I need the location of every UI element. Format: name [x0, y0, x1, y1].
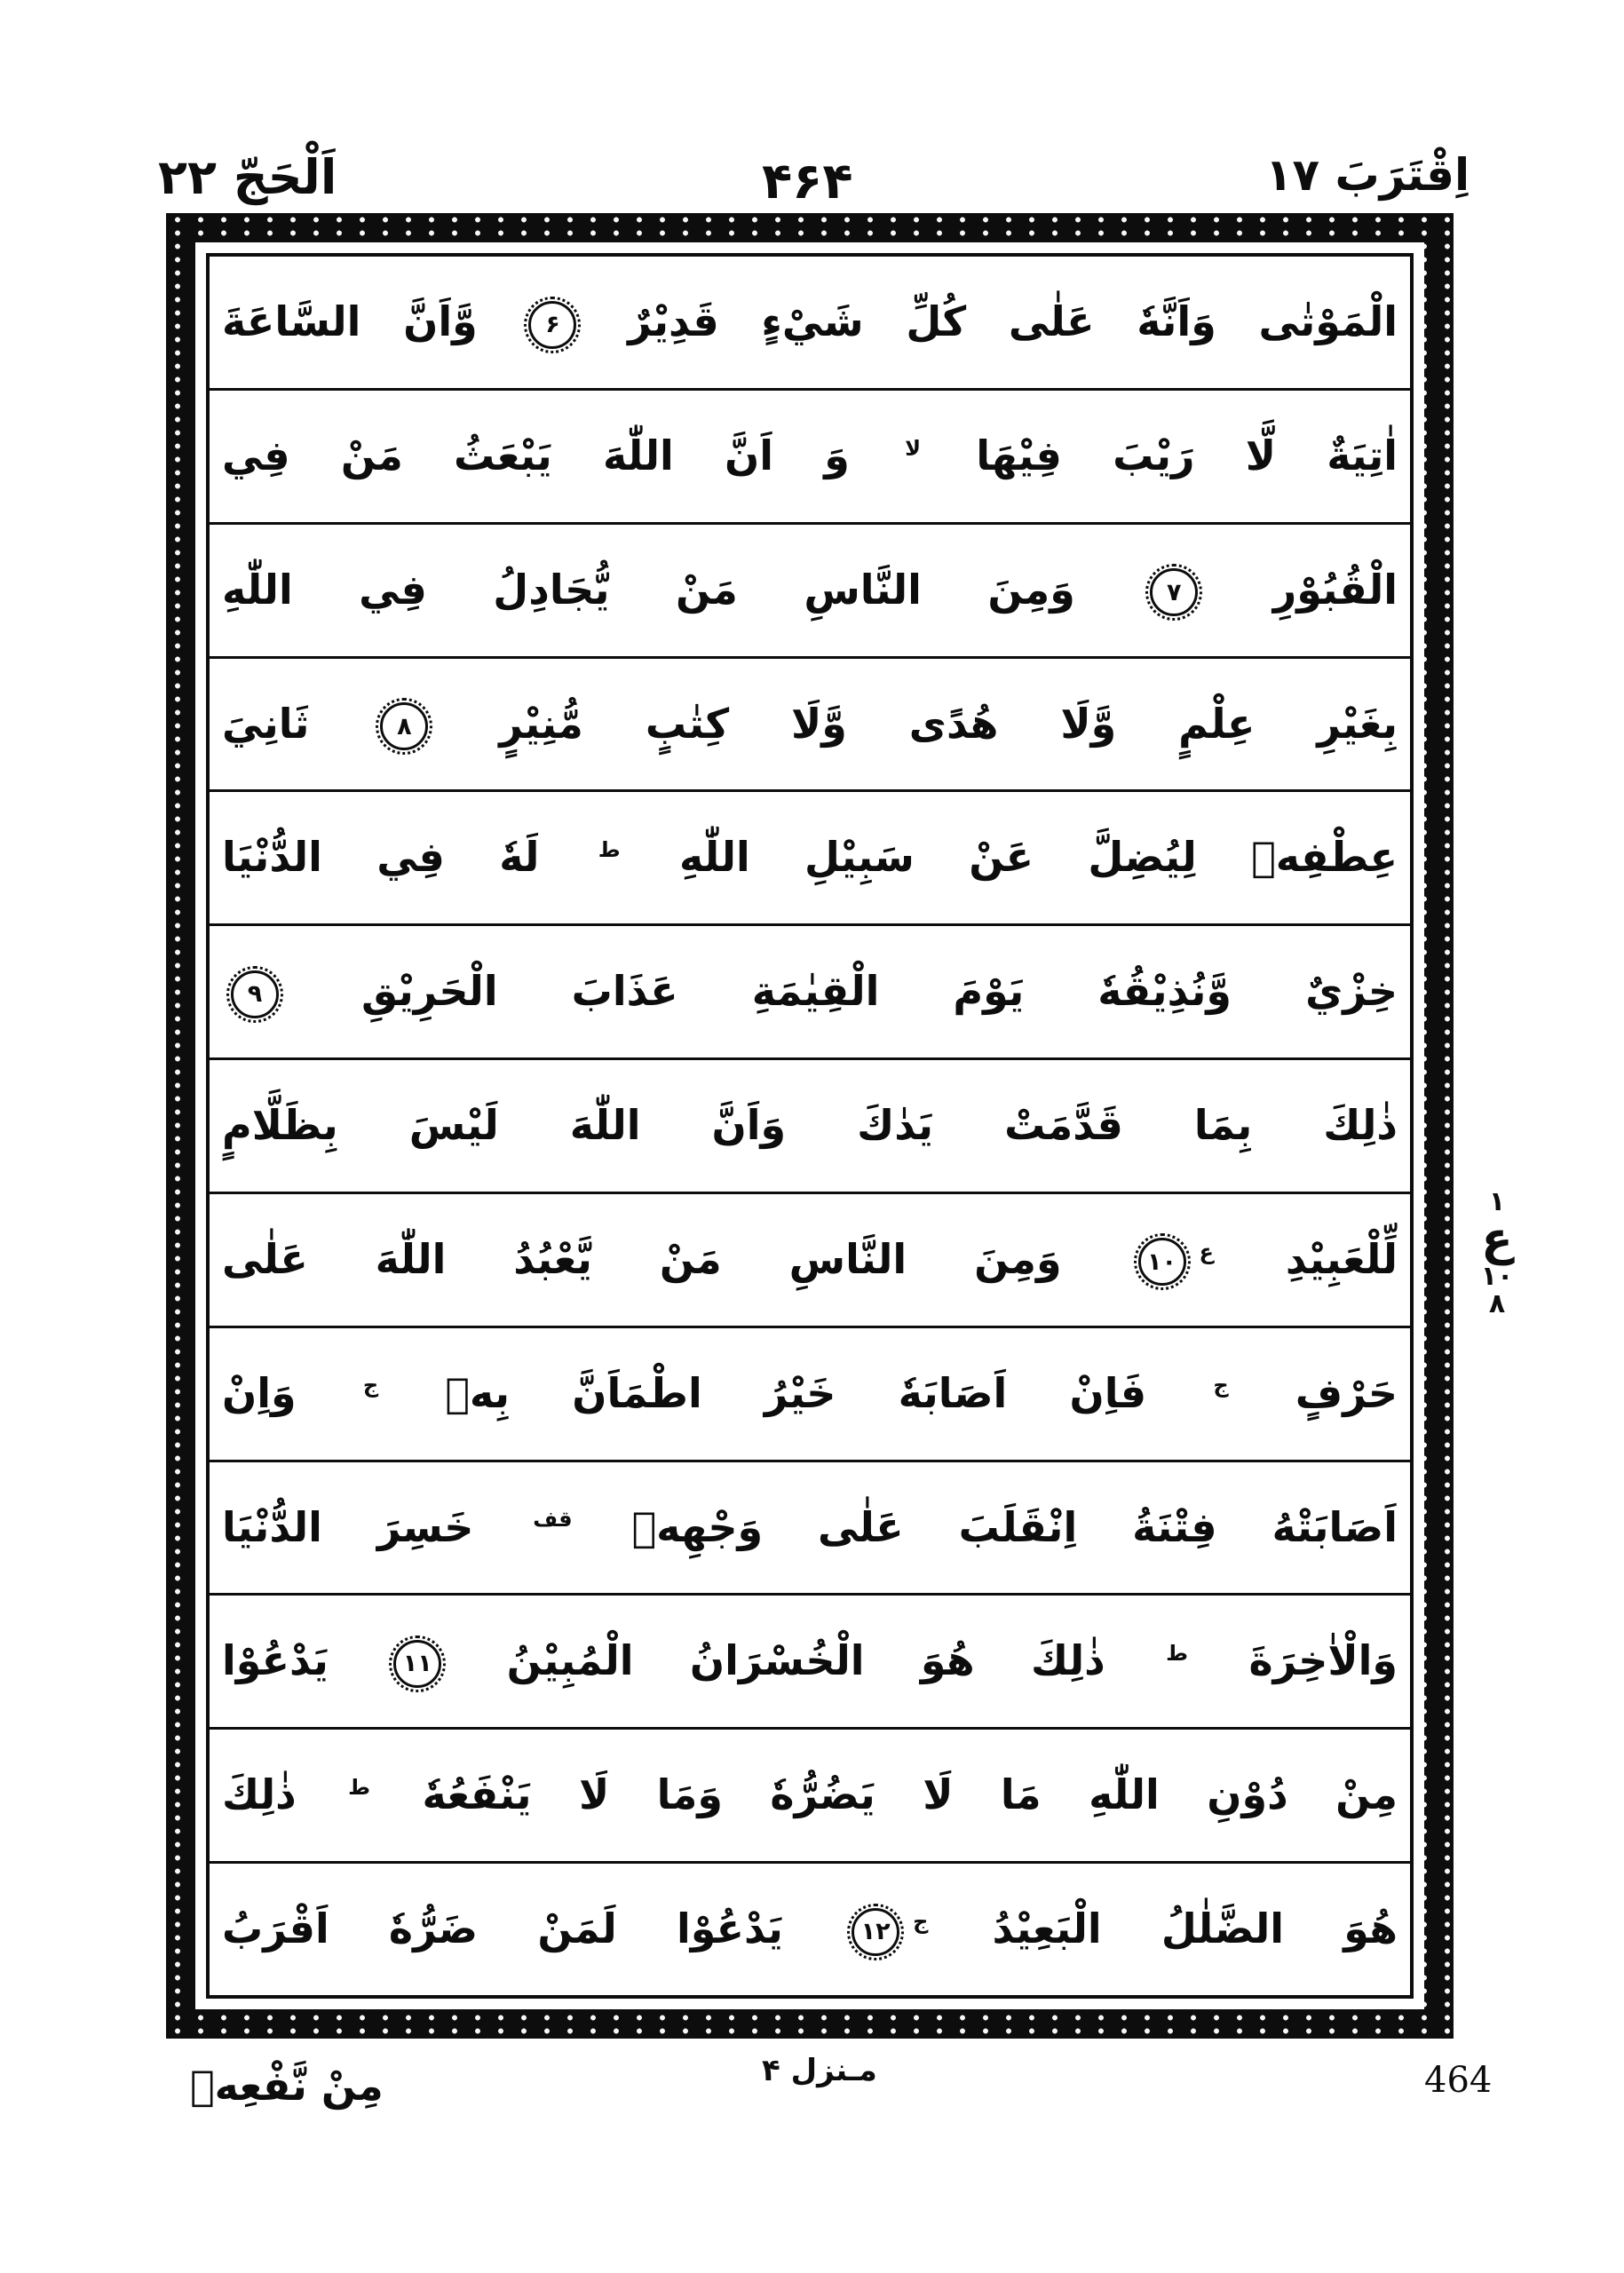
surah-name-header: اَلْحَجّ ۲۲	[158, 149, 337, 205]
page-number-latin: 464	[1424, 2060, 1493, 2101]
ruku-margin-marker	[1463, 1188, 1531, 1319]
waqf-mark: ع	[1199, 1239, 1214, 1264]
quran-text-segment: اَصَابَتْهُ فِتْنَةُ اِنْقَلَبَ عَلٰى وَجْهِهٖ	[576, 1502, 1398, 1551]
verse-end-marker: ۹	[231, 970, 279, 1018]
quran-text-segment: خِزْيٌ وَّنُذِيْقُهٗ يَوْمَ الْقِيٰمَةِ عَذَابَ الْحَرِيْقِ	[288, 967, 1398, 1016]
verse-end-marker: ۱۲	[852, 1908, 899, 1956]
waqf-mark: ج	[362, 1373, 379, 1398]
quran-text-segment: اٰتِيَةٌ لَّا رَيْبَ فِيْهَا	[925, 431, 1398, 479]
quran-text-segment: وَ اَنَّ اللّٰهَ يَبْعَثُ مَنْ فِي	[222, 431, 901, 479]
quran-lines	[206, 253, 1414, 1999]
waqf-mark: ج	[1213, 1373, 1229, 1398]
quran-text-segment: حَرْفٍ	[1232, 1368, 1398, 1417]
quran-line	[210, 525, 1410, 659]
ruku-ain-symbol: ع	[1481, 1212, 1513, 1266]
quran-text-segment: وَاِنْ	[222, 1368, 359, 1417]
quran-text-segment: لِّلْعَبِيْدِ	[1217, 1234, 1398, 1283]
quran-text-segment: وَّاَنَّ السَّاعَةَ	[222, 297, 520, 345]
border-lace-band	[166, 213, 1454, 2039]
quran-text-segment: عِطْفِهٖ لِيُضِلَّ عَنْ سَبِيْلِ اللّٰهِ	[624, 833, 1398, 882]
manzil-label: مـنزل ۴	[762, 2053, 877, 2088]
quran-text-segment: ثَانِيَ	[222, 699, 372, 748]
quran-line	[210, 257, 1410, 391]
quran-text-segment: الْمَوْتٰى وَاَنَّهٗ عَلٰى كُلِّ شَيْءٍ قَدِيْرٌ	[585, 297, 1398, 345]
quran-line	[210, 391, 1410, 525]
quran-text-segment: هُوَ الضَّلٰلُ الْبَعِيْدُ	[932, 1905, 1398, 1953]
quran-text-segment: وَمِنَ النَّاسِ مَنْ يُّجَادِلُ فِي اللّٰهِ	[222, 565, 1142, 614]
waqf-mark: ط	[598, 837, 621, 863]
waqf-mark: ط	[348, 1774, 371, 1800]
verse-end-marker: ۸	[380, 702, 428, 750]
quran-line	[210, 1864, 1410, 1995]
quran-text-segment: ذٰلِكَ بِمَا قَدَّمَتْ يَدٰكَ وَاَنَّ اللّٰهَ لَيْسَ بِظَلَّامٍ	[222, 1101, 1398, 1150]
quran-line	[210, 1596, 1410, 1730]
quran-text-segment: يَدْعُوْا لَمَنْ ضَرُّهٗ اَقْرَبُ	[222, 1905, 844, 1953]
verse-end-marker: ۱۱	[393, 1640, 441, 1688]
quran-text-segment: خَسِرَ الدُّنْيَا	[222, 1502, 529, 1551]
ruku-number-in-surah: ١	[1488, 1186, 1506, 1217]
quran-text-segment: الْقُبُوْرِ	[1207, 565, 1398, 614]
quran-text-segment: وَالْاٰخِرَةَ	[1192, 1636, 1398, 1685]
quran-line	[210, 926, 1410, 1060]
ornamental-border-frame	[166, 213, 1454, 2039]
ruku-number-in-juz: ٨	[1488, 1288, 1506, 1319]
quran-text-segment: فَاِنْ اَصَابَهٗ خَيْرُ اطْمَاَنَّ بِهٖ	[383, 1368, 1209, 1417]
quran-text-segment: بِغَيْرِ عِلْمٍ وَّلَا هُدًى وَّلَا كِتٰبٍ مُّنِيْرٍ	[437, 699, 1398, 748]
quran-text-segment: ذٰلِكَ	[222, 1770, 345, 1819]
quran-text-segment: لَهٗ فِي الدُّنْيَا	[222, 833, 594, 882]
verse-end-marker: ۱۰	[1138, 1238, 1186, 1286]
border-inner-gap	[195, 242, 1424, 2009]
quran-line	[210, 1194, 1410, 1328]
quran-line	[210, 1730, 1410, 1864]
waqf-mark: قف	[533, 1507, 573, 1532]
verse-end-marker: ۶	[528, 301, 576, 349]
verse-end-marker: ۷	[1150, 568, 1198, 616]
waqf-mark: ج	[913, 1908, 929, 1934]
quran-line	[210, 1462, 1410, 1596]
quran-line	[210, 1060, 1410, 1194]
quran-text-segment: مِنْ دُوْنِ اللّٰهِ مَا لَا يَضُرُّهٗ وَمَا لَا يَنْفَعُهٗ	[375, 1770, 1398, 1819]
catchword-next-page: مِنْ نَّفْعِهٖ	[190, 2062, 384, 2110]
quran-text-segment: ذٰلِكَ هُوَ الْخُسْرَانُ الْمُبِيْنُ	[450, 1636, 1162, 1685]
juz-name-header: اِقْتَرَبَ ۱۷	[1265, 149, 1470, 201]
quran-text-segment: يَدْعُوْا	[222, 1636, 385, 1685]
quran-line	[210, 792, 1410, 926]
waqf-mark: لا	[905, 435, 922, 461]
waqf-mark: ط	[1166, 1641, 1189, 1667]
quran-line	[210, 659, 1410, 793]
ruku-verse-count: ١٠	[1480, 1260, 1514, 1292]
page-number-arabic: ۴۶۴	[762, 153, 853, 210]
quran-line	[210, 1328, 1410, 1462]
quran-text-segment: وَمِنَ النَّاسِ مَنْ يَّعْبُدُ اللّٰهَ عَلٰى	[222, 1234, 1129, 1283]
